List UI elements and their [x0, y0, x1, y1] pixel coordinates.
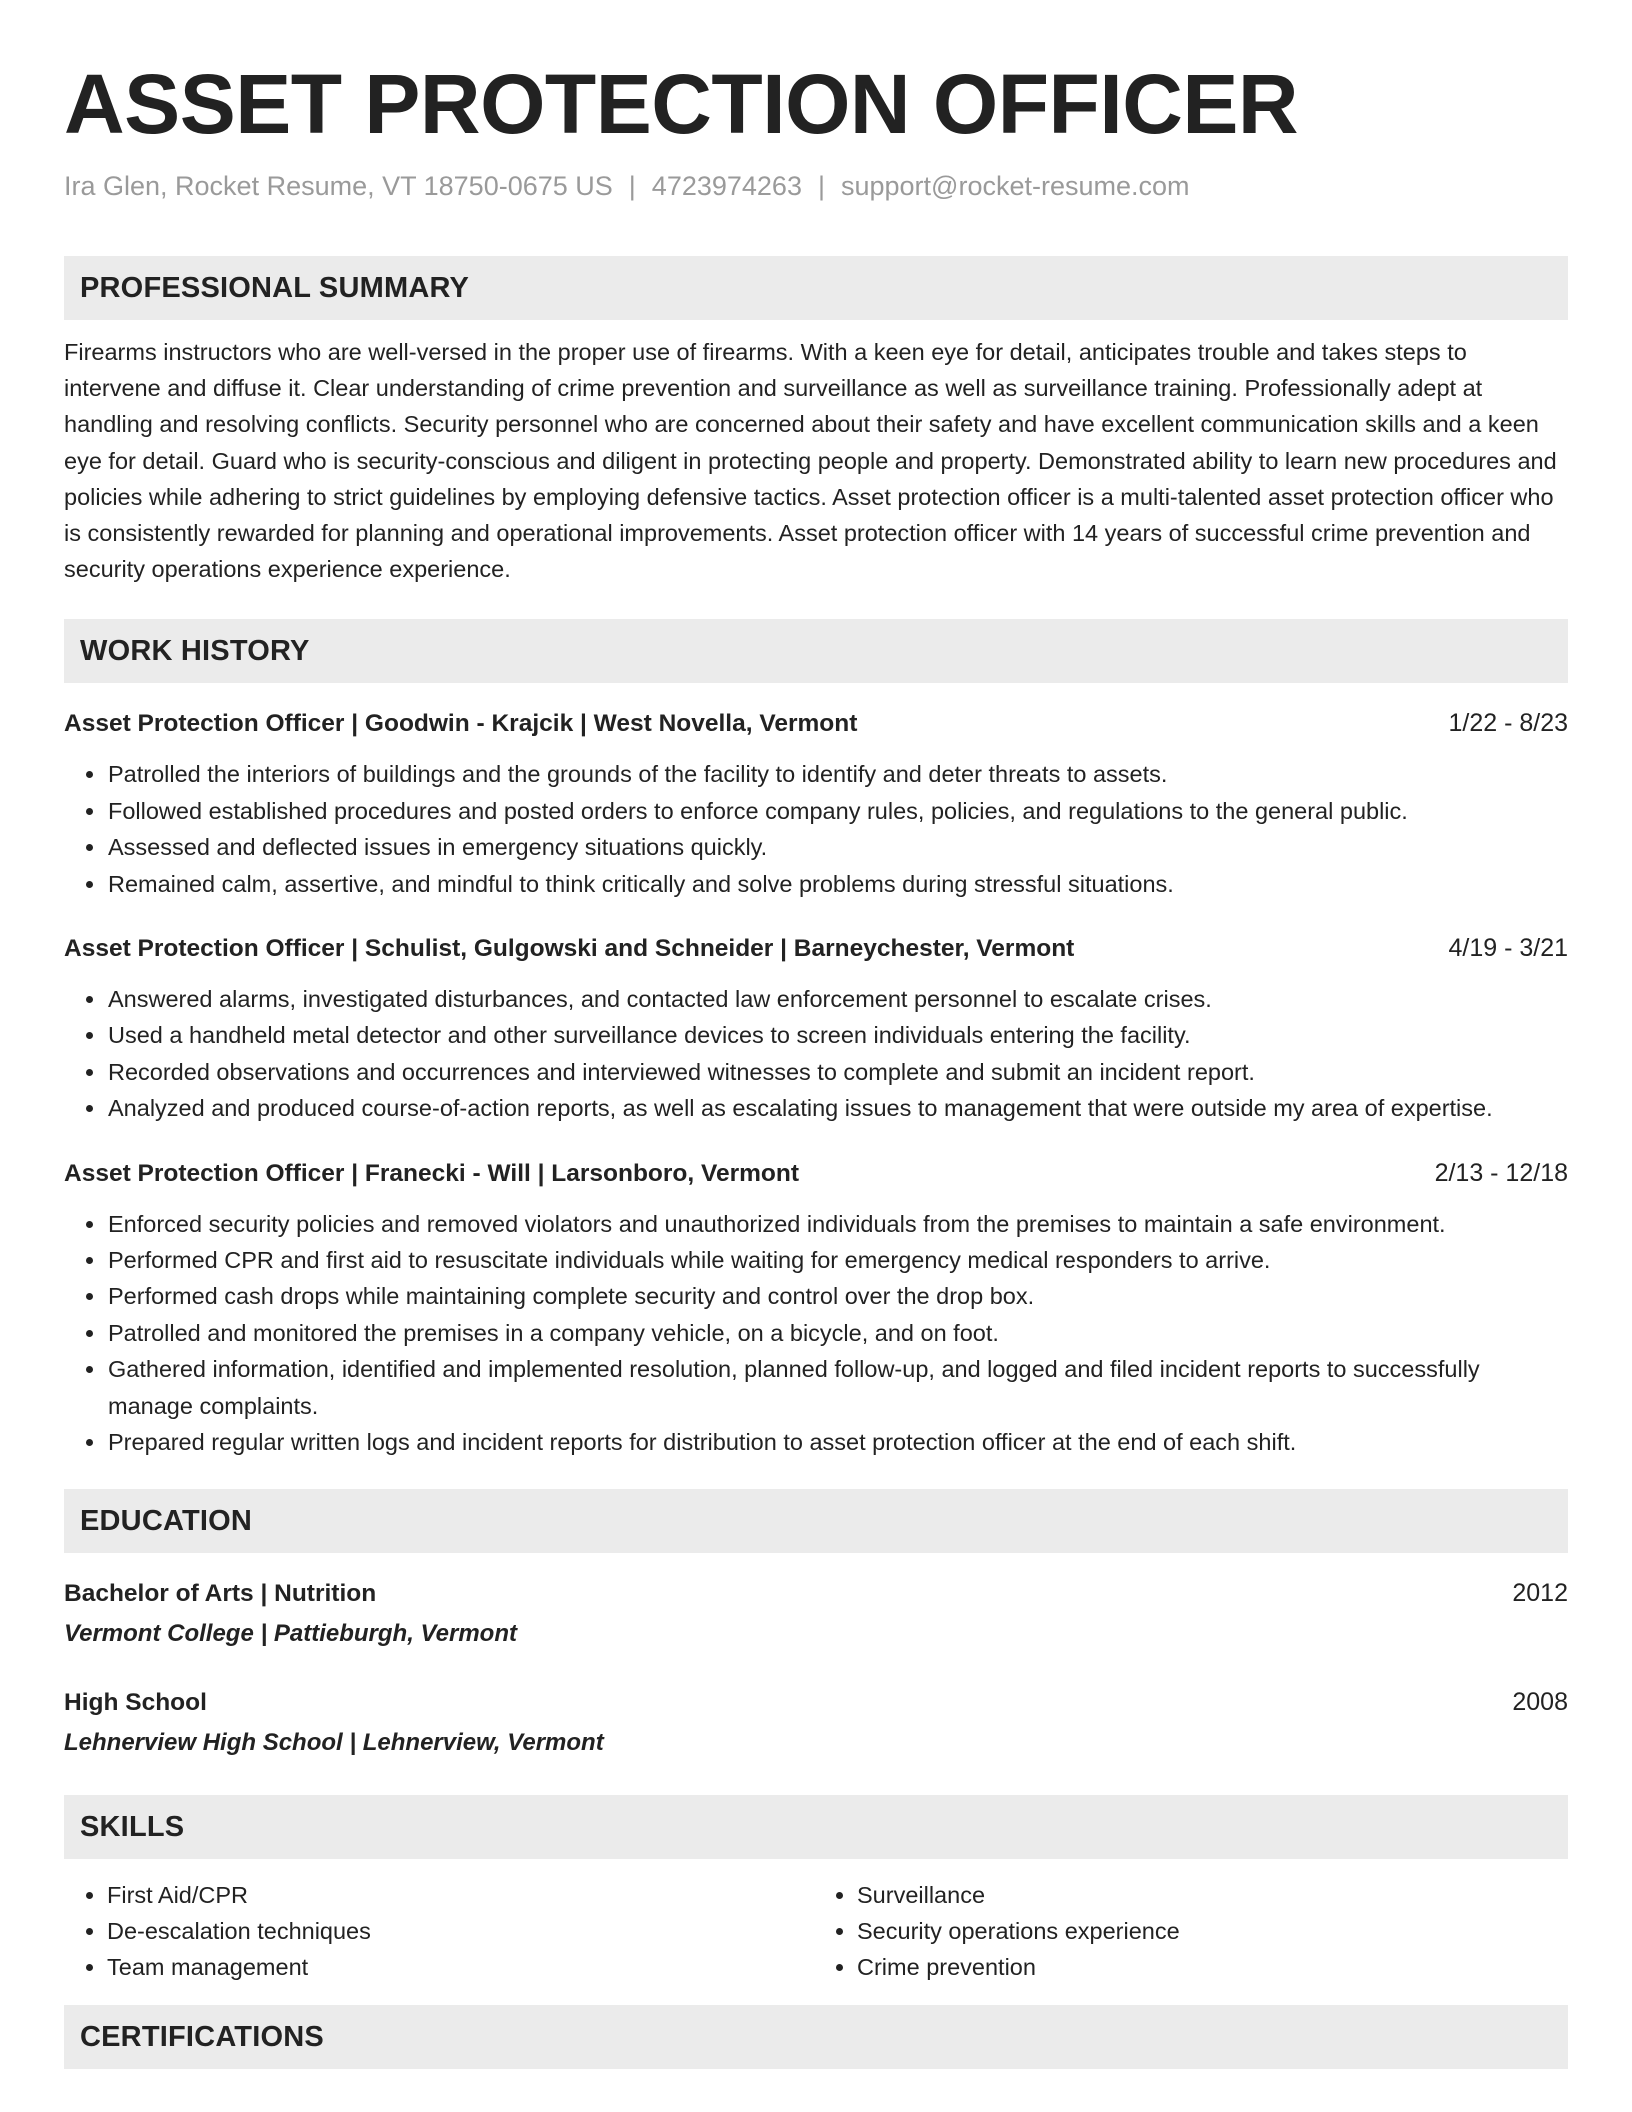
education-entry: [64, 1575, 1568, 1652]
job-bullet: • Prepared regular written logs and incident reports for distribution to asset protection officer at the end of each shift.: [107, 1424, 1568, 1460]
school: Lehnerview High School | Lehnerview, Vermont: [64, 1728, 604, 1756]
skills-section: [64, 1795, 1568, 1986]
job-entry: [64, 930, 1568, 1127]
skills-column-left: [64, 1877, 816, 1986]
degree: High School: [64, 1688, 207, 1716]
skills-grid: [64, 1877, 1568, 1986]
contact-separator: |: [628, 171, 636, 201]
job-title: Asset Protection Officer | Goodwin - Krajcik | West Novella, Vermont: [64, 710, 858, 738]
education-heading: EDUCATION: [64, 1489, 1568, 1553]
resume-header: [64, 54, 1568, 204]
graduation-year: 2008: [1512, 1687, 1568, 1716]
certifications-section: [64, 2005, 1568, 2069]
contact-separator: |: [817, 171, 825, 201]
job-bullets: [64, 1206, 1568, 1461]
job-bullet: • Remained calm, assertive, and mindful to think critically and solve problems during stressful situations.: [107, 866, 1568, 902]
contact-address: Ira Glen, Rocket Resume, VT 18750-0675 US: [64, 171, 613, 201]
job-bullet: • Answered alarms, investigated disturbances, and contacted law enforcement personnel to escalate crises.: [107, 981, 1568, 1017]
candidate-title: ASSET PROTECTION OFFICER: [64, 57, 1299, 151]
job-dates: 1/22 - 8/23: [1448, 709, 1568, 738]
summary-heading: PROFESSIONAL SUMMARY: [64, 256, 1568, 320]
job-bullet: • Performed CPR and first aid to resuscitate individuals while waiting for emergency medical responders to arrive.: [107, 1242, 1568, 1278]
certifications-heading: CERTIFICATIONS: [64, 2005, 1568, 2069]
degree: Bachelor of Arts | Nutrition: [64, 1579, 377, 1607]
summary-section: [64, 256, 1568, 587]
summary-text: Firearms instructors who are well-versed in the proper use of firearms. With a keen eye for detail, anticipates trouble and takes steps to intervene and diffuse it. Clear understanding of crime prevention and surveillance as well as surveillance training. Professionally adept at handling and resolving conflicts. Security personnel who are concerned about their safety and have excellent communication skills and a keen eye for detail. Guard who is security-conscious and diligent in protecting people and property. Demonstrated ability to learn new procedures and policies while adhering to strict guidelines by employing defensive tactics. Asset protection officer is a multi-talented asset protection officer who is consistently rewarded for planning and operational improvements. Asset protection officer with 14 years of successful crime prevention and security operations experience experience.: [64, 339, 1557, 583]
skill-item: • De-escalation techniques: [107, 1913, 816, 1949]
contact-email: support@rocket-resume.com: [840, 171, 1190, 201]
job-bullet: • Patrolled and monitored the premises in a company vehicle, on a bicycle, and on foot.: [107, 1315, 1568, 1351]
job-bullet: • Gathered information, identified and implemented resolution, planned follow-up, and logged and filed incident reports to successfully manage complaints.: [107, 1351, 1568, 1424]
job-bullet: • Used a handheld metal detector and other surveillance devices to screen individuals entering the facility.: [107, 1017, 1568, 1053]
job-dates: 2/13 - 12/18: [1434, 1158, 1568, 1187]
contact-line: [64, 168, 1568, 204]
job-entry: [64, 1155, 1568, 1461]
job-bullet: • Followed established procedures and posted orders to enforce company rules, policies, and regulations to the general public.: [107, 793, 1568, 829]
education-section: [64, 1489, 1568, 1761]
job-bullet: • Performed cash drops while maintaining complete security and control over the drop box.: [107, 1278, 1568, 1314]
contact-phone: 4723974263: [651, 171, 802, 201]
skills-heading: SKILLS: [64, 1795, 1568, 1859]
skill-item: • Team management: [107, 1949, 816, 1985]
job-title: Asset Protection Officer | Schulist, Gulgowski and Schneider | Barneychester, Vermont: [64, 935, 1075, 963]
job-bullet: • Analyzed and produced course-of-action reports, as well as escalating issues to management that were outside my area of expertise.: [107, 1090, 1568, 1126]
job-title: Asset Protection Officer | Franecki - Will | Larsonboro, Vermont: [64, 1159, 800, 1187]
work-history-heading: WORK HISTORY: [64, 619, 1568, 683]
skill-item: • Crime prevention: [857, 1949, 1568, 1985]
skills-column-right: [816, 1877, 1568, 1986]
job-bullets: [64, 756, 1568, 902]
job-bullet: • Patrolled the interiors of buildings and the grounds of the facility to identify and deter threats to assets.: [107, 756, 1568, 792]
skill-item: • Surveillance: [857, 1877, 1568, 1913]
work-history-section: [64, 619, 1568, 1460]
job-bullet: • Recorded observations and occurrences and interviewed witnesses to complete and submit an incident report.: [107, 1054, 1568, 1090]
job-bullet: • Assessed and deflected issues in emergency situations quickly.: [107, 829, 1568, 865]
skill-item: • Security operations experience: [857, 1913, 1568, 1949]
job-bullets: [64, 981, 1568, 1127]
job-bullet: • Enforced security policies and removed violators and unauthorized individuals from the premises to maintain a safe environment.: [107, 1206, 1568, 1242]
graduation-year: 2012: [1512, 1578, 1568, 1607]
skill-item: • First Aid/CPR: [107, 1877, 816, 1913]
school: Vermont College | Pattieburgh, Vermont: [64, 1619, 517, 1647]
job-entry: [64, 705, 1568, 902]
job-dates: 4/19 - 3/21: [1448, 934, 1568, 963]
education-entry: [64, 1684, 1568, 1761]
